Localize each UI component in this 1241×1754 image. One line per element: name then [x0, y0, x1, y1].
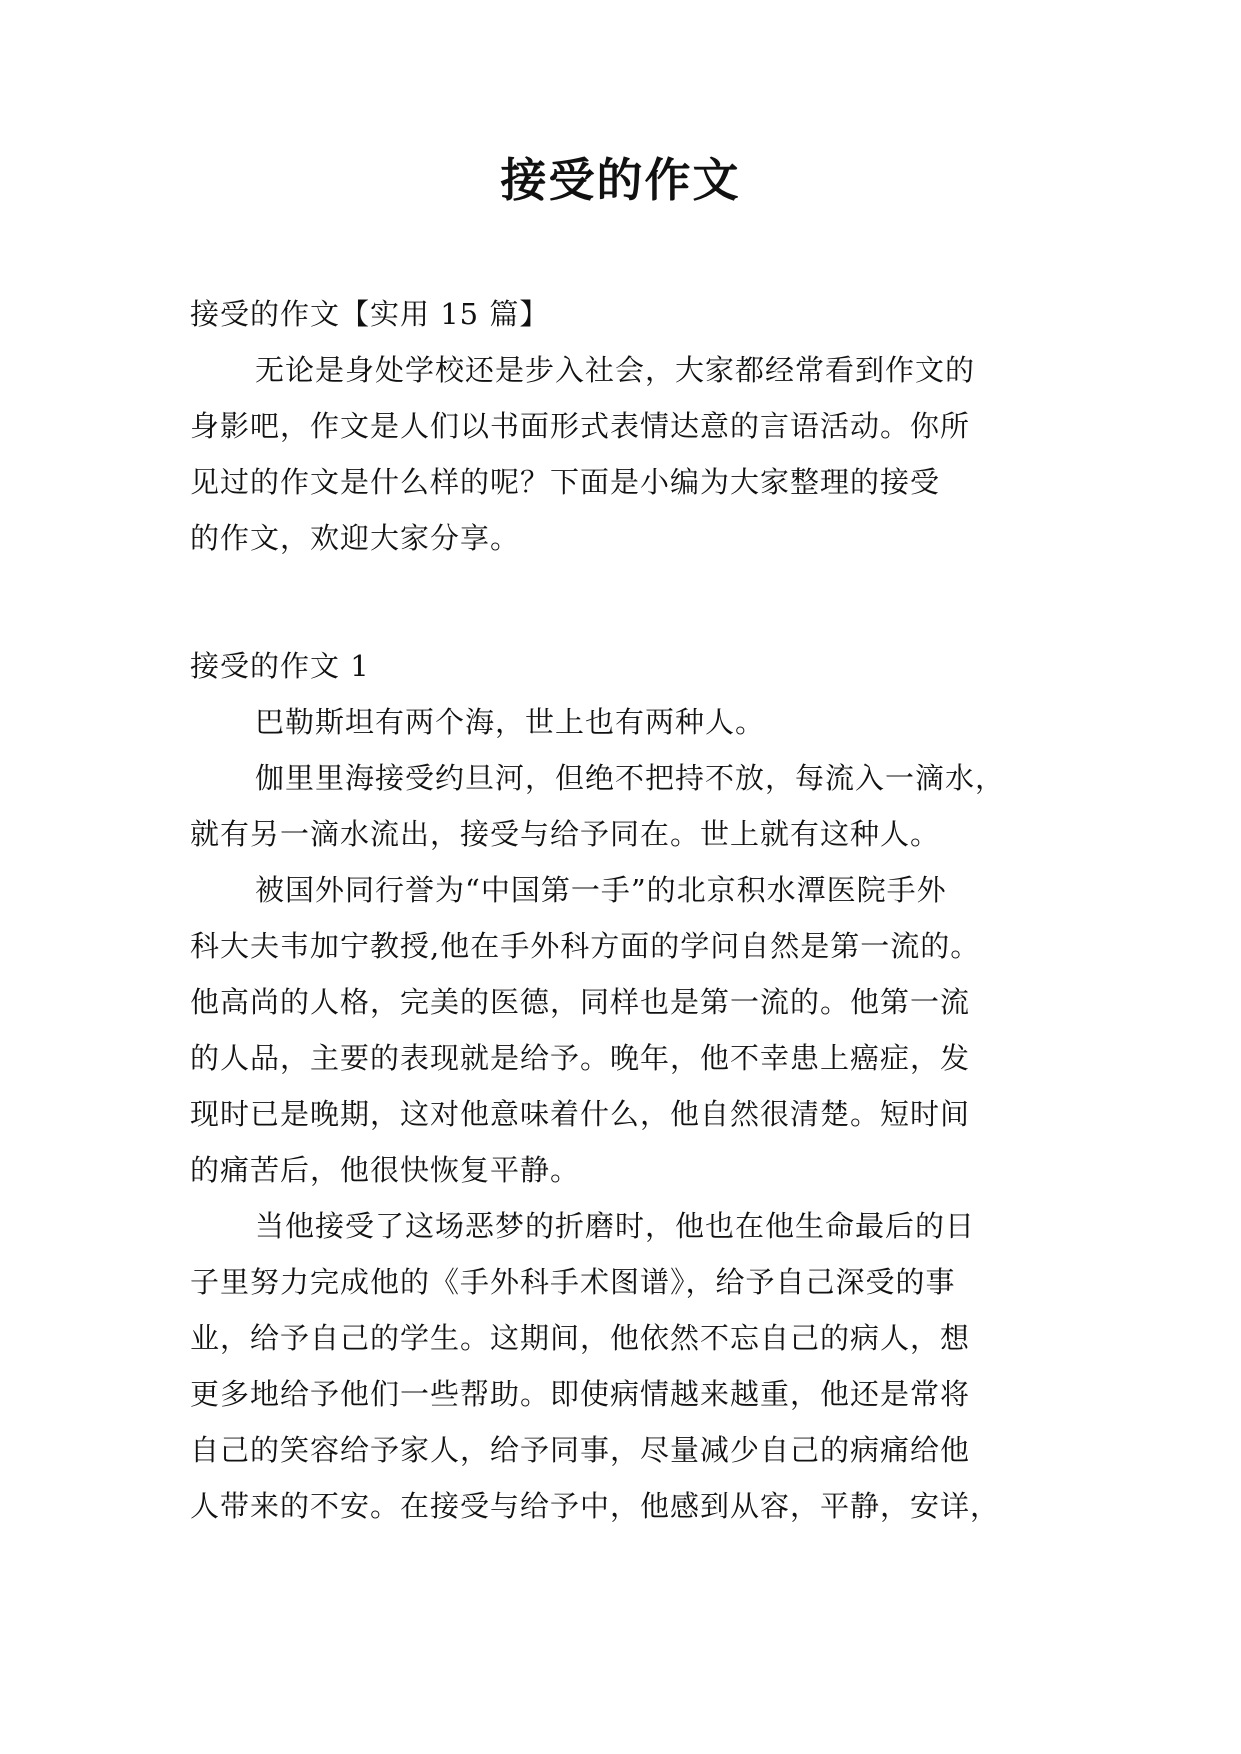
intro-line: 的作文，欢迎大家分享。 — [190, 521, 521, 555]
body-line: 伽里里海接受约旦河，但绝不把持不放，每流入一滴水， — [255, 761, 1006, 795]
body-line: 子里努力完成他的《手外科手术图谱》，给予自己深受的事 — [190, 1265, 956, 1299]
body-line: 人带来的不安。在接受与给予中，他感到从容，平静，安详， — [190, 1489, 1001, 1523]
body-line: 的人品，主要的表现就是给予。晚年，他不幸患上癌症，发 — [190, 1041, 971, 1075]
document-title: 接受的作文 — [500, 153, 741, 207]
body-line: 被国外同行誉为“中国第一手”的北京积水潭医院手外 — [255, 873, 947, 907]
document-subtitle: 接受的作文【实用 15 篇】 — [190, 297, 550, 331]
body-line: 现时已是晚期，这对他意味着什么，他自然很清楚。短时间 — [190, 1097, 971, 1131]
body-line: 的痛苦后，他很快恢复平静。 — [190, 1153, 581, 1187]
body-line: 当他接受了这场恶梦的折磨时，他也在他生命最后的日 — [255, 1209, 976, 1243]
body-line: 巴勒斯坦有两个海，世上也有两种人。 — [255, 705, 766, 739]
section-heading: 接受的作文 1 — [190, 649, 370, 683]
body-line: 科大夫韦加宁教授,他在手外科方面的学问自然是第一流的。 — [190, 929, 981, 963]
body-line: 业，给予自己的学生。这期间，他依然不忘自己的病人，想 — [190, 1321, 971, 1355]
intro-line: 无论是身处学校还是步入社会，大家都经常看到作文的 — [255, 353, 976, 387]
body-line: 就有另一滴水流出，接受与给予同在。世上就有这种人。 — [190, 817, 941, 851]
body-line: 自己的笑容给予家人，给予同事，尽量减少自己的病痛给他 — [190, 1433, 971, 1467]
intro-line: 见过的作文是什么样的呢？下面是小编为大家整理的接受 — [190, 465, 941, 499]
intro-line: 身影吧，作文是人们以书面形式表情达意的言语活动。你所 — [190, 409, 971, 443]
body-line: 他高尚的人格，完美的医德，同样也是第一流的。他第一流 — [190, 985, 971, 1019]
body-line: 更多地给予他们一些帮助。即使病情越来越重，他还是常将 — [190, 1377, 971, 1411]
